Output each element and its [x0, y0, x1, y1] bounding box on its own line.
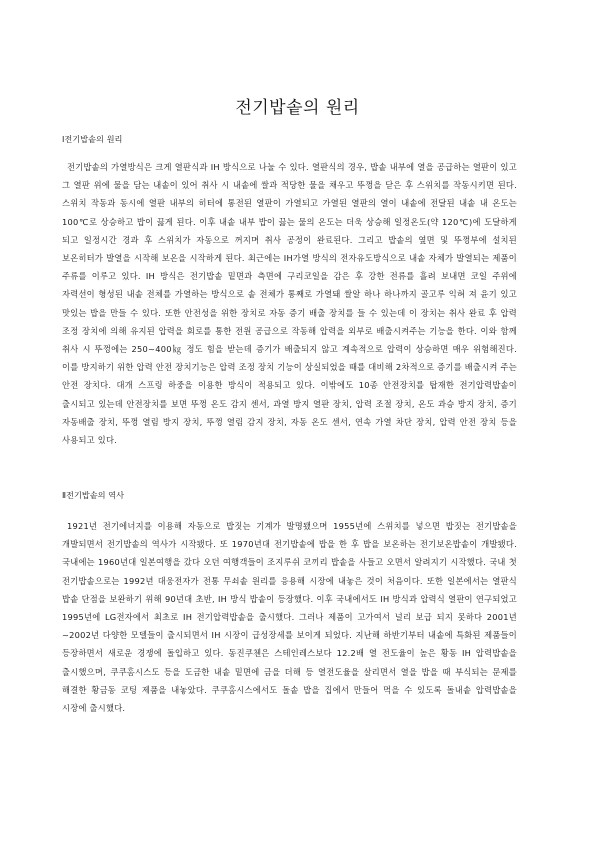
document-title: 전기밥솥의 원리 [235, 98, 360, 118]
section-body-principle: 전기밥솥의 가열방식은 크게 열판식과 IH 방식으로 나눌 수 있다. 열판식의 경우, 밥솥 내부에 열을 공급하는 열판이 있고 그 열판 위에 물을 담는 내솥이 있어 취사 시 내솥에 쌀과 적당한 물을 채우고 뚜껑을 닫은 후 스위치를 작동시키면 된다. 스위치 작동과 동시에 열판 내부의 히터에 통전된 열판이 가열되고 가열된 열판의 열이 내솥에 전달된 내솥 내 온도는 100℃로 상승하고 밥이 끓게 된다. 이후 내솥 내부 밥이 끓는 물의 온도는 더욱 상승해 일정온도(약 120℃)에 도달하게 되고 일정시간 경과 후 스위치가 자동으로 꺼지며 취사 공정이 완료된다. 그리고 밥솥의 옆면 및 뚜껑부에 설치된 보온히터가 발열을 시작해 보온을 시작하게 된다. 최근에는 IH가열 방식의 전자유도방식으로 내솥 자체가 발열되는 제품이 주류를 이루고 있다. IH 방식은 전기밥솥 밑면과 측면에 구리코일을 감은 후 강한 전류를 흘려 보내면 코일 주위에 자력선이 형성된 내솥 전체를 가열하는 방식으로 솥 전체가 통째로 가열돼 쌀알 하나 하나까지 골고루 익혀 져 윤기 있고 맛있는 밥을 만들 수 있다. 또한 안전성을 위한 장치로 자동 증기 배출 장치를 들 수 있는데 이 장치는 취사 완료 후 압력 조정 장치에 의해 유지된 압력을 회로를 통한 전원 공급으로 작동해 압력을 외부로 배출시켜주는 기능을 한다. 이와 함께 취사 시 뚜껑에는 250~400㎏ 정도 힘을 받는데 증기가 배출되지 않고 계속적으로 압력이 상승하면 매우 위험해진다. 이를 방지하기 위한 압력 안전 장치기능은 압력 조정 장치 기능이 상실되었을 때를 대비해 2차적으로 증기를 배출시켜 주는 안전 장치다. 대개 스프링 하중을 이용한 방식이 적용되고 있다. 이밖에도 10종 안전장치를 탑재한 전기압력밥솥이 출시되고 있는데 안전장치를 보면 뚜껑 온도 감지 센서, 과열 방지 열판 장치, 압력 조절 장치, 온도 과승 방지 장치, 증기 자동배출 장치, 뚜껑 열림 방지 장치, 뚜껑 열림 감지 장치, 자동 온도 센서, 연속 가열 차단 장치, 압력 안전 장치 등을 사용되고 있다. [62, 162, 517, 446]
section-heading-principle: Ⅰ전기밥솥의 원리 [62, 134, 123, 144]
section-body-history: 1921년 전기에너지를 이용해 자동으로 밥짓는 기계가 발명됐으며 1955년에 스위치를 넣으면 밥짓는 전기밥솥을 개발되면서 전기밥솥의 역사가 시작됐다. 또 1970년대 전기밥솥에 밥을 한 후 밥을 보온하는 전기보온밥솥이 개발됐다. 국내에는 1960년대 일본여행을 갔다 오던 여행객들이 조지루쉬 코끼리 밥솥을 사들고 오면서 알려지기 시작했다. 국내 첫 전기밥솥으로는 1992년 대웅전자가 전통 무쇠솥 원리를 응용해 시장에 내놓은 것이 처음이다. 또한 일본에서는 열판식 밥솥 단점을 보완하기 위해 90년대 초반, IH 방식 밥솥이 등장했다. 이후 국내에서도 IH 방식과 압력식 열판이 연구되었고 1995년에 LG전자에서 최초로 IH 전기압력밥솥을 출시했다. 그러나 제품이 고가여서 널리 보급 되지 못하다 2001년~2002년 다양한 모델들이 출시되면서 IH 시장이 급성장세를 보이게 되었다. 지난해 하반기부터 내솥에 특화된 제품들이 등장하면서 새로운 경쟁에 돌입하고 있다. 동진쿠첸은 스테인레스보다 12.2배 열 전도율이 높은 황동 IH 압력밥솥을 출시했으며, 쿠쿠홈시스도 등을 도금한 내솥 밑면에 금을 더해 등 열전도율을 살리면서 열을 밥을 때 부식되는 문제를 해결한 황금동 코팅 제품을 내놓았다. 쿠쿠홈시스에서도 돌솥 밥을 집에서 만들어 먹을 수 있도록 돌내솥 압력밥솥을 시장에 출시했다. [62, 521, 517, 714]
section-heading-history: Ⅱ전기밥솥의 역사 [62, 490, 124, 500]
